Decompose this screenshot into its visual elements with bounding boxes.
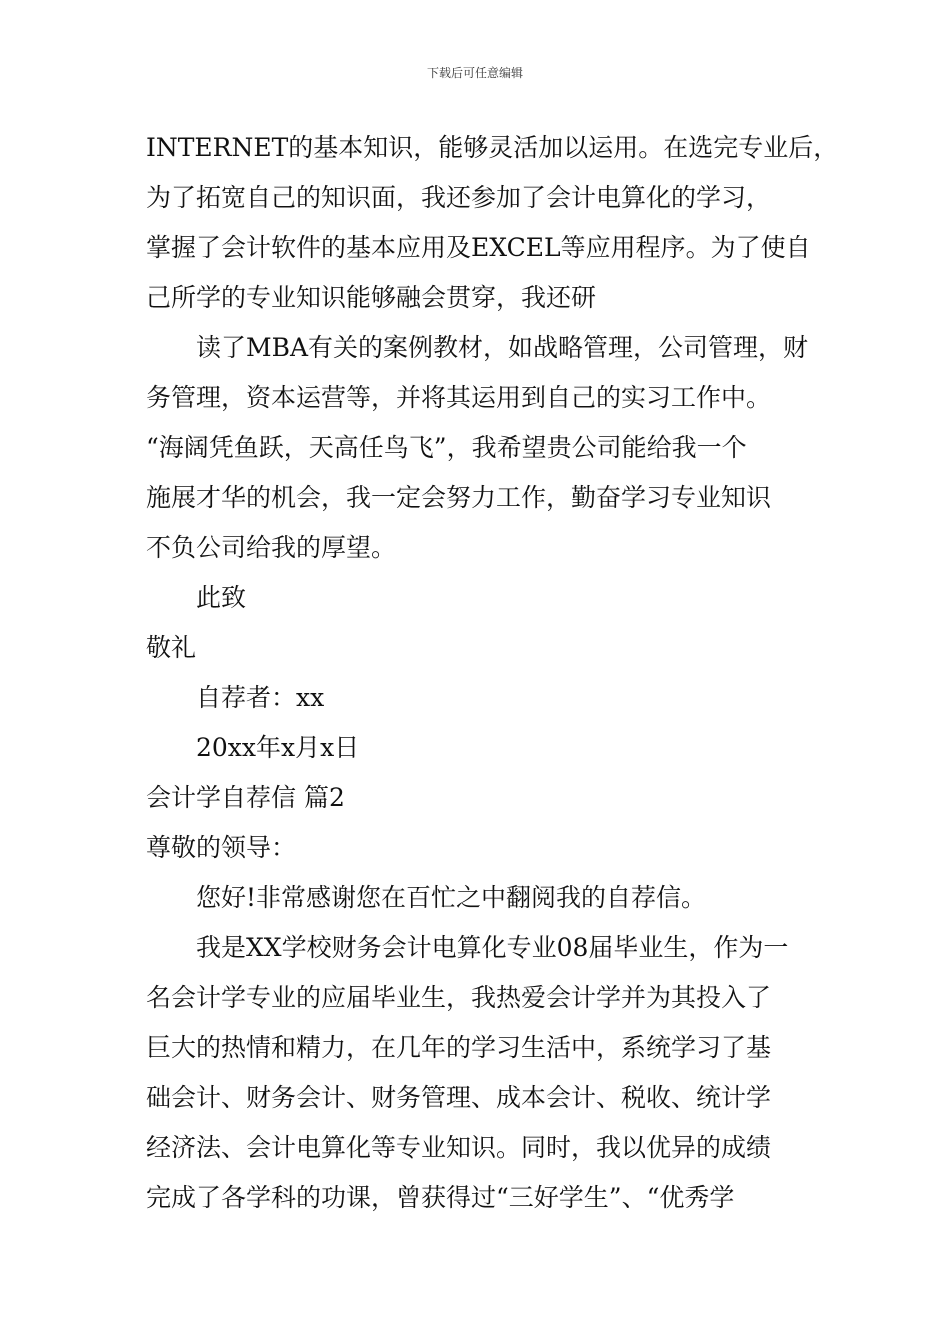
salutation-line: 敬礼: [146, 633, 197, 662]
paragraph-line: 读了MBA有关的案例教材，如战略管理，公司管理，财: [196, 333, 809, 362]
paragraph-line: 础会计、财务会计、财务管理、成本会计、税收、统计学: [146, 1083, 772, 1112]
section-title: 会计学自荐信 篇2: [146, 783, 345, 812]
paragraph-line: 您好!非常感谢您在百忙之中翻阅我的自荐信。: [196, 883, 707, 912]
paragraph-line: 经济法、会计电算化等专业知识。同时，我以优异的成绩: [146, 1133, 772, 1162]
paragraph-line: 巨大的热情和精力，在几年的学习生活中，系统学习了基: [146, 1033, 772, 1062]
paragraph-line: 不负公司给我的厚望。: [146, 533, 397, 562]
page-header: 下载后可任意编辑: [426, 66, 523, 80]
paragraph-line: 务管理，资本运营等，并将其运用到自己的实习工作中。: [146, 383, 772, 412]
closing-line: 此致: [196, 583, 247, 612]
paragraph-line: 施展才华的机会，我一定会努力工作，勤奋学习专业知识: [146, 483, 772, 512]
paragraph-line: 己所学的专业知识能够融会贯穿，我还研: [146, 283, 597, 312]
paragraph-line: INTERNET的基本知识，能够灵活加以运用。在选完专业后，: [146, 133, 839, 162]
paragraph-line: 我是XX学校财务会计电算化专业08届毕业生，作为一: [196, 933, 789, 962]
paragraph-line: “海阔凭鱼跃，天高任鸟飞”，我希望贵公司能给我一个: [146, 433, 747, 462]
paragraph-line: 完成了各学科的功课，曾获得过“三好学生”、“优秀学: [146, 1183, 735, 1212]
greeting-line: 尊敬的领导：: [146, 833, 297, 862]
signature-line: 自荐者：xx: [196, 683, 325, 712]
date-line: 20xx年x月x日: [196, 733, 360, 762]
paragraph-line: 掌握了会计软件的基本应用及EXCEL等应用程序。为了使自: [146, 233, 811, 262]
paragraph-line: 为了拓宽自己的知识面，我还参加了会计电算化的学习，: [146, 183, 772, 212]
paragraph-line: 名会计学专业的应届毕业生，我热爱会计学并为其投入了: [146, 983, 772, 1012]
